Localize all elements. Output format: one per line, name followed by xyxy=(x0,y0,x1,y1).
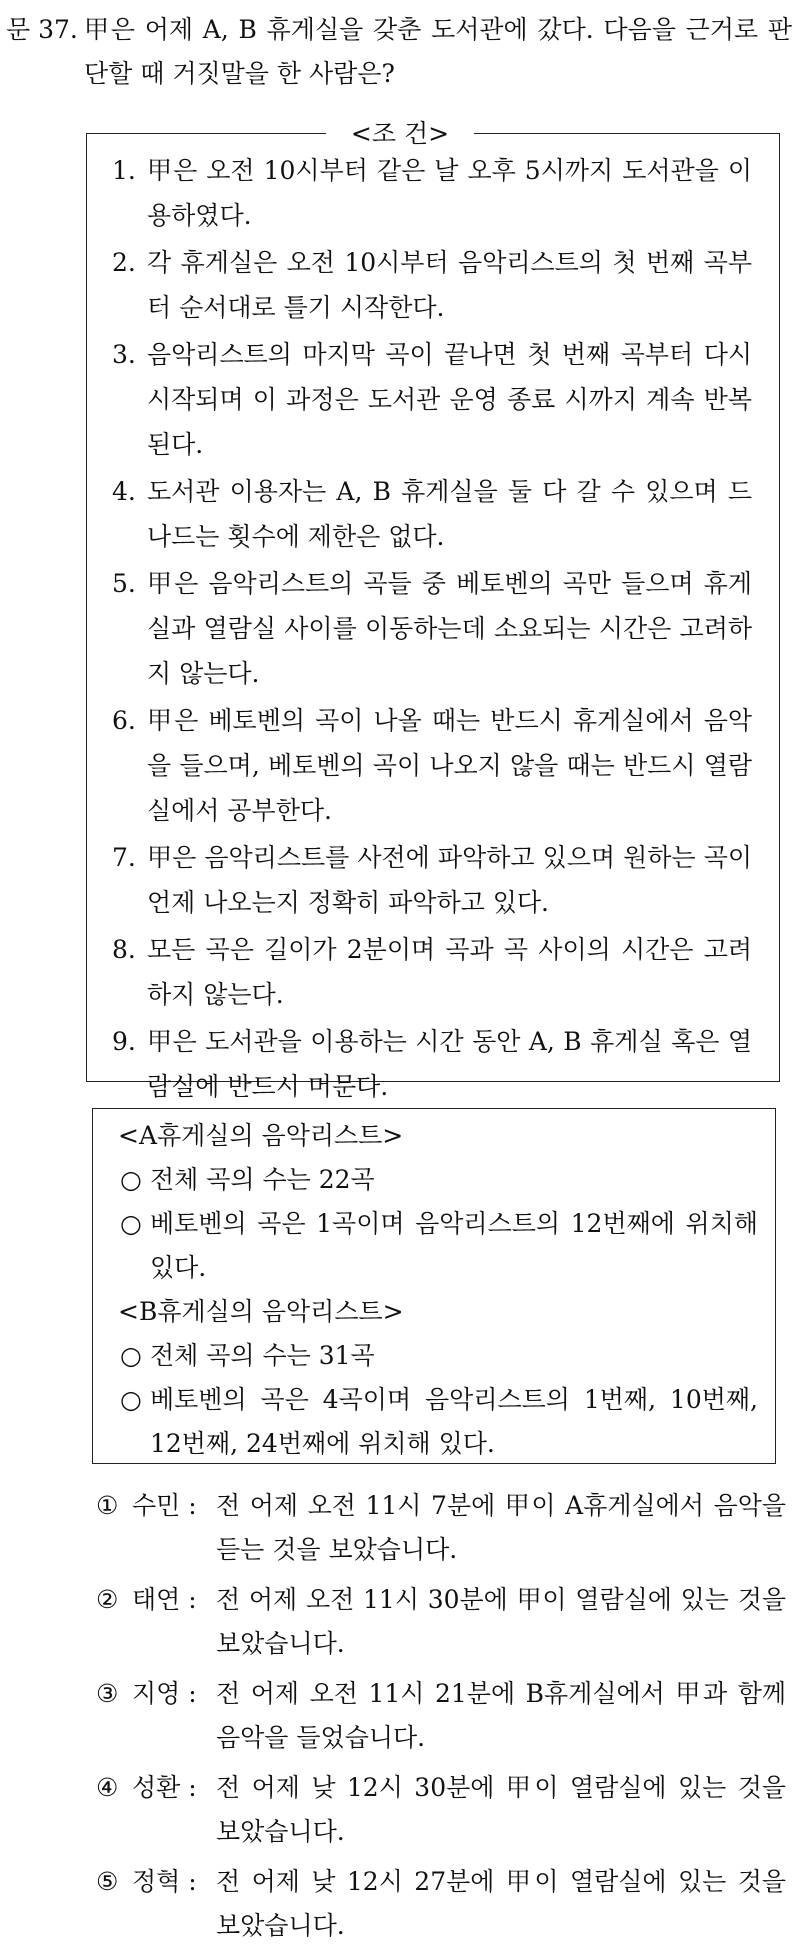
condition-item: 7. 甲은 음악리스트를 사전에 파악하고 있으며 원하는 곡이 언제 나오는지 정확히 파악하고 있다. xyxy=(112,843,752,917)
music-lists xyxy=(118,1114,758,1466)
question-text: 甲은 어제 A, B 휴게실을 갖춘 도서관에 갔다. 다음을 근거로 판단할 때 거짓말을 한 사람은? xyxy=(84,15,792,88)
music-list-a-item: ○ 베토벤의 곡은 1곡이며 음악리스트의 12번째에 위치해 있다. xyxy=(118,1202,758,1290)
condition-item: 6. 甲은 베토벤의 곡이 나올 때는 반드시 휴게실에서 음악을 들으며, 베토벤의 곡이 나오지 않을 때는 반드시 열람실에서 공부한다. xyxy=(112,706,752,825)
answer-choice-5[interactable]: ⑤ 정혁 : 전 어제 낮 12시 27분에 甲이 열람실에 있는 것을 보았습니다. xyxy=(96,1867,786,1940)
bullet-icon: ○ xyxy=(120,1341,142,1370)
condition-item: 3. 음악리스트의 마지막 곡이 끝나면 첫 번째 곡부터 다시 시작되며 이 과정은 도서관 운영 종료 시까지 계속 반복된다. xyxy=(112,340,752,459)
condition-item: 8. 모든 곡은 길이가 2분이며 곡과 곡 사이의 시간은 고려하지 않는다. xyxy=(112,935,752,1009)
question-header xyxy=(6,8,792,96)
music-list-a-item: ○ 전체 곡의 수는 22곡 xyxy=(118,1158,758,1202)
condition-item: 5. 甲은 음악리스트의 곡들 중 베토벤의 곡만 들으며 휴게실과 열람실 사이를 이동하는데 소요되는 시간은 고려하지 않는다. xyxy=(112,569,752,688)
condition-item: 9. 甲은 도서관을 이용하는 시간 동안 A, B 휴게실 혹은 열람실에 반드시 머문다. xyxy=(112,1027,752,1101)
music-list-b-item: ○ 전체 곡의 수는 31곡 xyxy=(118,1334,758,1378)
bullet-icon: ○ xyxy=(120,1385,142,1414)
bullet-icon: ○ xyxy=(120,1209,142,1238)
answer-choice-3[interactable]: ③ 지영 : 전 어제 오전 11시 21분에 B휴게실에서 甲과 함께 음악을 들었습니다. xyxy=(96,1679,786,1752)
answer-choice-4[interactable]: ④ 성환 : 전 어제 낮 12시 30분에 甲이 열람실에 있는 것을 보았습니다. xyxy=(96,1773,786,1846)
music-list-b-title: <B휴게실의 음악리스트> xyxy=(118,1297,404,1326)
conditions-title: <조 건> xyxy=(0,114,800,154)
music-list-b-item: ○ 베토벤의 곡은 4곡이며 음악리스트의 1번째, 10번째, 12번째, 24번째에 위치해 있다. xyxy=(118,1378,758,1466)
condition-item: 2. 각 휴게실은 오전 10시부터 음악리스트의 첫 번째 곡부터 순서대로 틀기 시작한다. xyxy=(112,248,752,322)
condition-item: 1. 甲은 오전 10시부터 같은 날 오후 5시까지 도서관을 이용하였다. xyxy=(112,156,752,230)
answer-choice-1[interactable]: ① 수민 : 전 어제 오전 11시 7분에 甲이 A휴게실에서 음악을 듣는 것을 보았습니다. xyxy=(96,1491,786,1564)
conditions-list xyxy=(112,148,752,1111)
answer-choice-2[interactable]: ② 태연 : 전 어제 오전 11시 30분에 甲이 열람실에 있는 것을 보았습니다. xyxy=(96,1585,786,1658)
answer-choices xyxy=(96,1484,786,1954)
question-number: 문 37. xyxy=(6,15,78,44)
music-list-a-title: <A휴게실의 음악리스트> xyxy=(118,1121,404,1150)
condition-item: 4. 도서관 이용자는 A, B 휴게실을 둘 다 갈 수 있으며 드나드는 횟수에 제한은 없다. xyxy=(112,477,752,551)
bullet-icon: ○ xyxy=(120,1165,142,1194)
